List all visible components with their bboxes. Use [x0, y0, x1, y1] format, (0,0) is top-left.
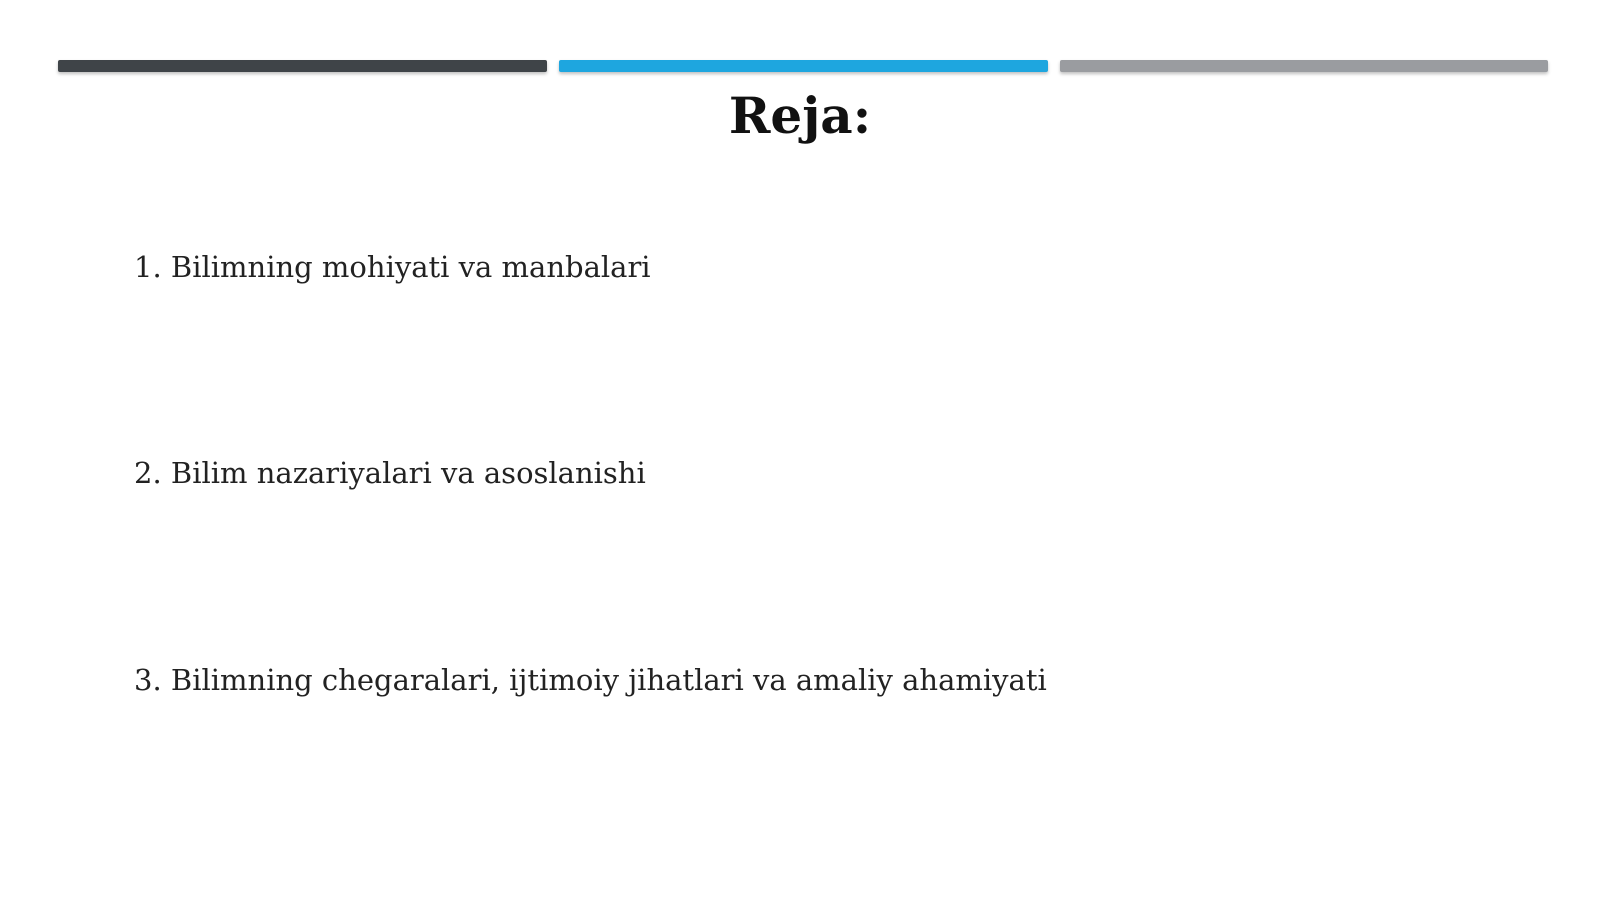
plan-item-1: 1. Bilimning mohiyati va manbalari	[134, 250, 651, 284]
accent-bar-blue	[559, 60, 1048, 72]
slide-title: Reja:	[728, 86, 872, 145]
accent-bar-gray	[1060, 60, 1548, 72]
accent-bar-dark	[58, 60, 547, 72]
plan-item-2: 2. Bilim nazariyalari va asoslanishi	[134, 456, 646, 490]
plan-item-3: 3. Bilimning chegaralari, ijtimoiy jihatlari va amaliy ahamiyati	[134, 663, 1047, 697]
